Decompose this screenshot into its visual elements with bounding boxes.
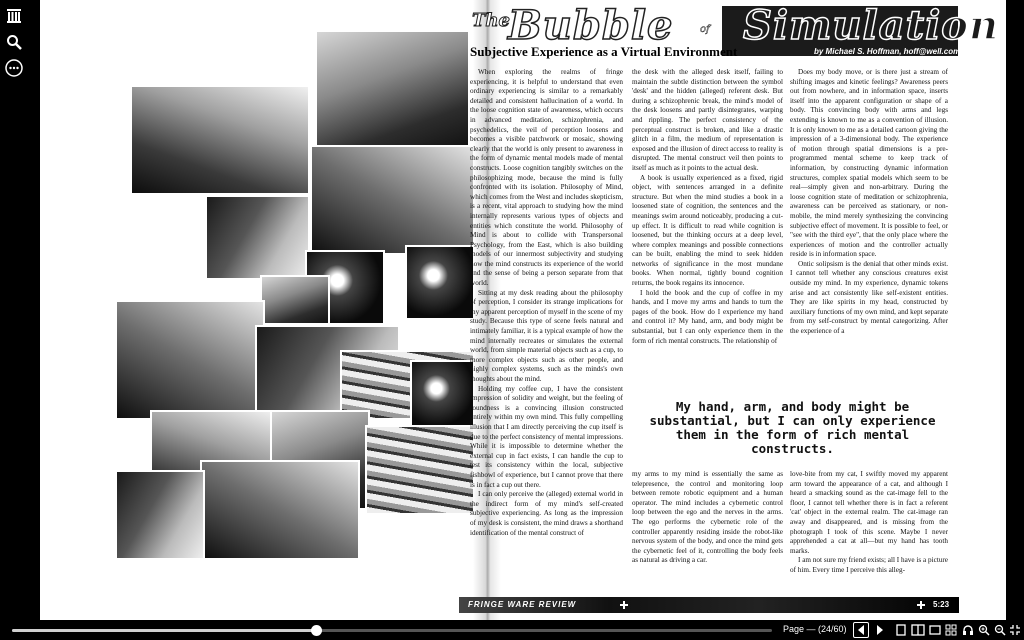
zoom-out-icon[interactable] [992, 622, 1008, 638]
collage-photo [130, 85, 310, 195]
column-3-top [790, 68, 948, 383]
more-icon[interactable] [4, 58, 24, 78]
collage-photo [405, 245, 475, 320]
paragraph: the desk with the alleged desk itself, failing to maintain the subtle distinction between the symbol 'desk' and the hidden (alleged) referent desk. But during a schizophrenic break, the mind's model of the desk loosens and partly disintegrates, warping and rippling. The perfect consistency of the perceptual construct is broken, and like a drastic glitch in a film, the medium of representation is exposed and the illusion of direct access to reality is disrupted. The mental construct veil then points to itself as much as it points to the actual desk. [632, 68, 783, 172]
collage-photo [205, 195, 310, 280]
two-page-icon[interactable] [910, 622, 926, 638]
paragraph: Does my body move, or is there just a stream of shifting images and kinetic feelings? Awareness peers out from nowhere, and in information space, inserts itself into the apparent configuration or shape of a body. This convincing body with arms and legs extending is known to me as a convention of illusion. It is only known to me as a detailed cartoon giving the impression of a 3-dimensional body. The experience of motion through spatial dimensions is a pre-programmed mental scheme to keep track of information, by constructing dynamic information structures, complex spatial models which seem to be real—simply given and non-arbitrary. During the loose cognition state of meditation or schizophrenia, awareness can be perceived as stationary, or non-mobile, the mind merely synthesizing the convincing subjective effect of movement. It is possible to feel, or "see with the third eye", that the only place where the experiences of motion and the controller actually reside is in information space. [790, 68, 948, 259]
grid-icon[interactable] [943, 622, 959, 638]
viewer-toolbar [0, 620, 1024, 640]
pull-quote: My hand, arm, and body might be substantial, but I can only experience them in the form of rich mental constructs. [649, 399, 936, 456]
paragraph: my arms to my mind is essentially the same as telepresence, the control and monitoring loop between remote robotic equipment and a human operator. The mind includes a cybernetic control loop between the ego and the nerves in the arms. The ego performs the cybernetic role of the controller apparently residing inside the robot-like nervous system of the body, and once the mind gets the cybernetic feel of it, controlling the body feels as natural as driving a car. [632, 470, 783, 565]
column-3-bottom [790, 470, 948, 590]
photo-collage [70, 30, 475, 565]
collage-photo [315, 30, 470, 150]
paragraph: A book is usually experienced as a fixed, rigid object, with sentences arranged in a definite structure. But when the mind studies a book in a loosened state of cognition, the sentences and the meanings swim around noticeably, producing a cut-up effect. It is difficult to read while cognition is loosened, but the thinking occurs at a deep level, where complex meanings and possible connections can be built, enabling the mind to seek hidden networks of significance in the most mundane books. When normal, tightly bound cognition returns, the book regains its innocence. [632, 173, 783, 288]
page-slider[interactable] [12, 629, 772, 632]
library-icon[interactable] [4, 6, 24, 26]
collage-photo [200, 460, 360, 560]
title-prefix: The [472, 10, 510, 31]
collage-photo [410, 360, 475, 430]
spread-icon[interactable] [927, 622, 943, 638]
page-slider-thumb[interactable] [311, 625, 322, 636]
paragraph: I hold the book and the cup of coffee in my hands, and I move my arms and hands to turn the pages of the book. How do I experience my hand and control it? My hand, arm, and body might be substantial, but I can only experience them in the form of rich mental constructs. The relationship of [632, 288, 783, 345]
collage-photo [260, 275, 330, 325]
collage-photo [115, 470, 205, 560]
zoom-in-icon[interactable] [976, 622, 992, 638]
sidebar [0, 0, 40, 620]
headphones-icon[interactable] [960, 622, 976, 638]
title-of: of [700, 24, 710, 35]
title-word-simulation: Simulation [743, 2, 1000, 49]
crosshair-icon [917, 601, 925, 609]
paragraph: Holding my coffee cup, I have the consistent impression of solidity and weight, but the feeling of roundness is a convincing illusion constructed entirely within my own mind. This fully compelling illusion that I am directly perceiving the cup itself is due to the perfect consistency of mental impressions. While it is impossible to determine whether the external cup in fact exists, I can handle the cup to test its consistency within the local, subjective fishbowl of experience, but I cannot prove that there is in fact a cup out there. [470, 384, 623, 489]
collage-photo [365, 425, 475, 515]
single-page-icon[interactable] [893, 622, 909, 638]
page-indicator: Page — (24/60) [783, 624, 847, 634]
collage-photo [115, 300, 265, 420]
column-1 [470, 68, 623, 588]
page-slider-fill [12, 629, 316, 632]
paragraph: Ontic solipsism is the denial that other minds exist. I cannot tell whether any conscious creatures exist outside my mind. In my experience, dynamic tokens arise and act consistently like self-existent entities. They are like spirits in my head, constructed by auxiliary functions of my own mind, and kept separate from my self-construct by mental categorizing. After the experience of a [790, 259, 948, 336]
collage-photo [310, 145, 475, 255]
article-subtitle: Subjective Experience as a Virtual Environment [470, 44, 738, 59]
paragraph: love-bite from my cat, I swiftly moved my apparent arm toward the appearance of a cat, and although I heard a smacking sound as the cat-image fell to the floor, I cannot tell whether there is in fact a referent 'cat' object in the external realm. The cat-image ran away and disappeared, and is missing from the photograph I took of this scene. Maybe I never apprehended a cat at all—but my hand has tooth marks. [790, 470, 948, 555]
column-2-top [632, 68, 783, 383]
article-byline: by Michael S. Hoffman, hoff@well.com [814, 47, 961, 56]
paragraph: When exploring the realms of fringe experiencing, it is helpful to understand that even ordinary experiencing is similar to a remarkably detailed and consistent hallucination of a world. In the loose cognition state of awareness, which occurs in advanced meditation, schizophrenia, and psychedelics, the veil of perception loosens and becomes a visible patchwork or mosaic, showing clearly that the world is only present to awareness in the form of dynamic mental models made of mental constructs. Loose cognition tangibly switches on the philosophizing mode, because the mind is fully confronted with its isolation. Philosophy of Mind, which comes from the West and includes skepticism, is a recent, vital approach to studying how the mind internally represents various types of objects and entities which constitute the world. Philosophy of Mind is about to collide with Transpersonal Psychology, from the East, which is also building models of our innermost subjectivity and studying how the mind constructs its experience of the world and the sense of being a person separate from that world. [470, 68, 623, 288]
fullscreen-exit-icon[interactable] [1007, 622, 1023, 638]
column-2-bottom [632, 470, 783, 590]
title-word-bubble: Bubble [508, 2, 674, 49]
footer-page-number: 5:23 [933, 600, 950, 609]
paragraph: I am not sure my friend exists; all I have is a picture of him. Every time I perceive this alleg- [790, 556, 948, 574]
paragraph: Sitting at my desk reading about the philosophy of perception, I consider its strange implications for my apparent perception of myself in the scene of my study. Because this type of scene feels natural and intimately familiar, it is a typical example of how the mind internally recreates or simulates the external world, from simple material objects such as a cup, to more complex objects such as other people, and highly complex systems, such as the minds's own thoughts about the mind. [470, 288, 623, 383]
footer-magazine-name: FRINGE WARE REVIEW [468, 600, 577, 609]
crosshair-icon [620, 601, 628, 609]
next-page-icon[interactable] [872, 622, 888, 638]
paragraph: I can only perceive the (alleged) external world in the indirect form of my mind's self-created subjective experiencing. As long as the impression of my desk is consistent, the mind draws a shorthand identification of the mental construct of [470, 490, 623, 537]
search-icon[interactable] [4, 32, 24, 52]
prev-page-icon[interactable] [853, 622, 869, 638]
